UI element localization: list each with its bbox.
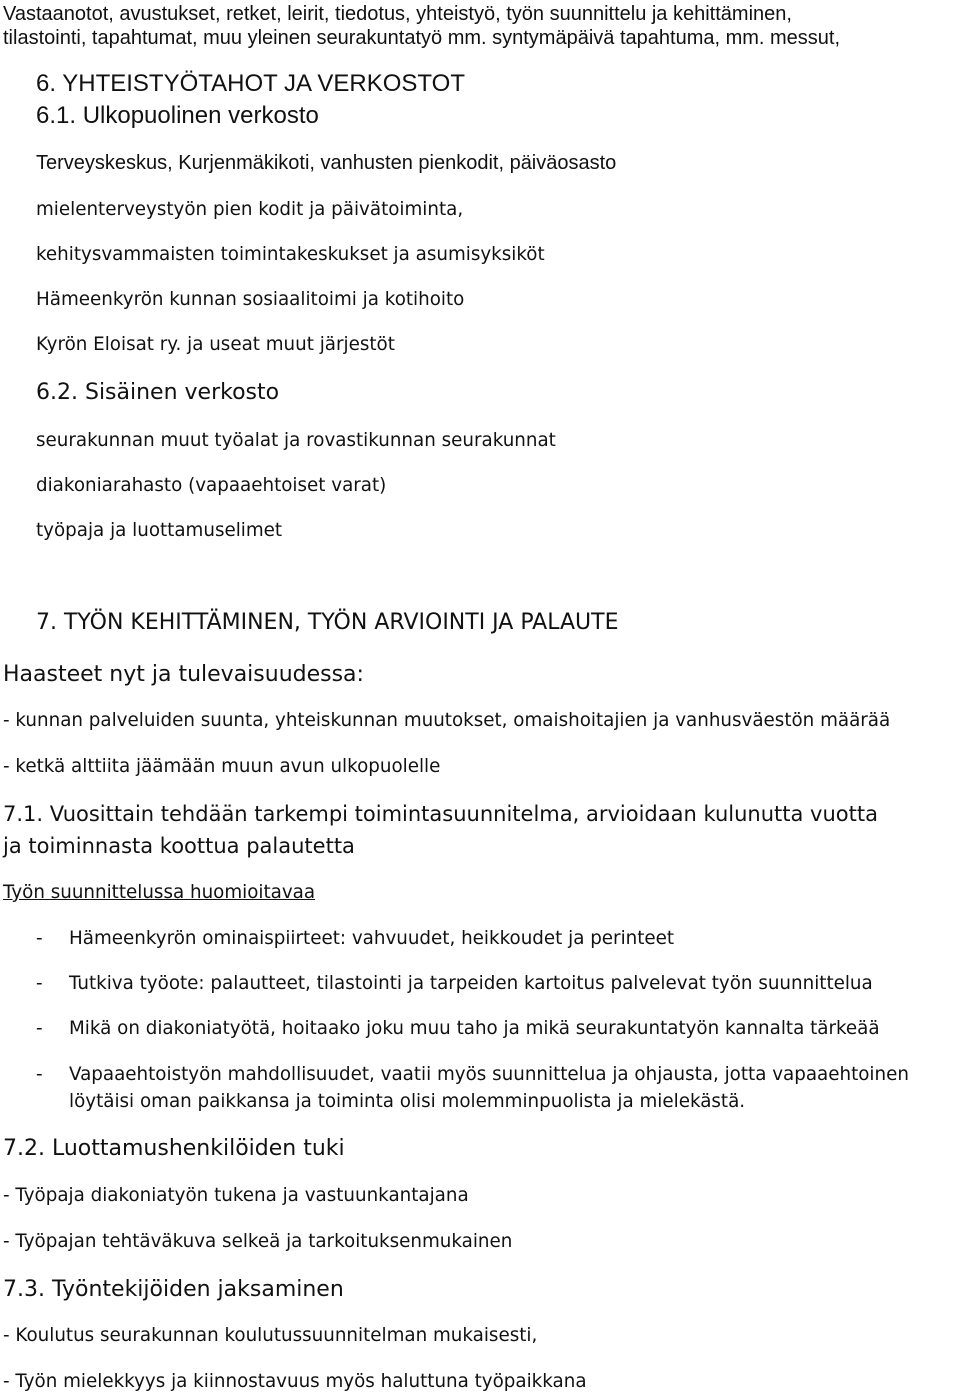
planning-note-title: Työn suunnittelussa huomioitavaa [3,882,316,903]
internal-network-item: diakoniarahasto (vapaaehtoiset varat) [36,475,387,496]
section-6-1-heading: 6.1. Ulkopuolinen verkosto [36,102,319,129]
internal-network-item: seurakunnan muut työalat ja rovastikunnan seurakunnat [36,430,556,451]
wellbeing-item: - Työn mielekkyys ja kiinnostavuus myös haluttuna työpaikkana [3,1371,587,1392]
challenge-item: - ketkä alttiita jäämään muun avun ulkopuolelle [3,756,441,777]
section-6-2-heading: 6.2. Sisäinen verkosto [36,380,280,405]
challenge-item: - kunnan palveluiden suunta, yhteiskunnan muutokset, omaishoitajien ja vanhusväestön määrää [3,710,891,731]
section-7-3-heading: 7.3. Työntekijöiden jaksaminen [3,1277,344,1302]
dash-marker: - [36,973,43,994]
challenges-heading: Haasteet nyt ja tulevaisuudessa: [3,662,364,687]
internal-network-item: työpaja ja luottamuselimet [36,520,283,541]
bullet-text: Vapaaehtoistyön mahdollisuudet, vaatii myös suunnittelua ja ohjausta, jotta vapaaehtoinen [69,1064,909,1085]
section-6-heading: 6. YHTEISTYÖTAHOT JA VERKOSTOT [36,70,465,97]
section-7-heading: 7. TYÖN KEHITTÄMINEN, TYÖN ARVIOINTI JA PALAUTE [36,610,619,635]
bullet-text: Mikä on diakoniatyötä, hoitaako joku muu taho ja mikä seurakuntatyön kannalta tärkeää [69,1018,880,1039]
dash-marker: - [36,928,43,949]
bullet-text: Tutkiva työote: palautteet, tilastointi ja tarpeiden kartoitus palvelevat työn suunnittelua [69,973,873,994]
section-7-2-heading: 7.2. Luottamushenkilöiden tuki [3,1136,345,1161]
section-7-1-heading: 7.1. Vuosittain tehdään tarkempi toimintasuunnitelma, arvioidaan kulunutta vuotta [3,802,878,826]
dash-marker: - [36,1018,43,1039]
wellbeing-item: - Koulutus seurakunnan koulutussuunnitelman mukaisesti, [3,1325,538,1346]
dash-marker: - [36,1064,43,1085]
section-7-1-heading-cont: ja toiminnasta koottua palautetta [3,834,355,858]
bullet-text: Hämeenkyrön ominaispiirteet: vahvuudet, heikkoudet ja perinteet [69,928,675,949]
external-network-item: Kyrön Eloisat ry. ja useat muut järjestöt [36,334,395,355]
external-network-item: mielenterveystyön pien kodit ja päivätoiminta, [36,199,464,220]
trustee-item: - Työpaja diakoniatyön tukena ja vastuunkantajana [3,1185,469,1206]
intro-line-2: tilastointi, tapahtumat, muu yleinen seurakuntatyö mm. syntymäpäivä tapahtuma, mm. messut, [3,27,841,49]
external-network-item: kehitysvammaisten toimintakeskukset ja asumisyksiköt [36,244,545,265]
external-network-item: Terveyskeskus, Kurjenmäkikoti, vanhusten pienkodit, päiväosasto [36,152,617,174]
trustee-item: - Työpajan tehtäväkuva selkeä ja tarkoituksenmukainen [3,1231,513,1252]
bullet-text-cont: löytäisi oman paikkansa ja toiminta olisi molemminpuolista ja mielekästä. [69,1091,746,1112]
intro-line-1: Vastaanotot, avustukset, retket, leirit, tiedotus, yhteistyö, työn suunnittelu ja kehittäminen, [3,3,792,25]
external-network-item: Hämeenkyrön kunnan sosiaalitoimi ja kotihoito [36,289,465,310]
